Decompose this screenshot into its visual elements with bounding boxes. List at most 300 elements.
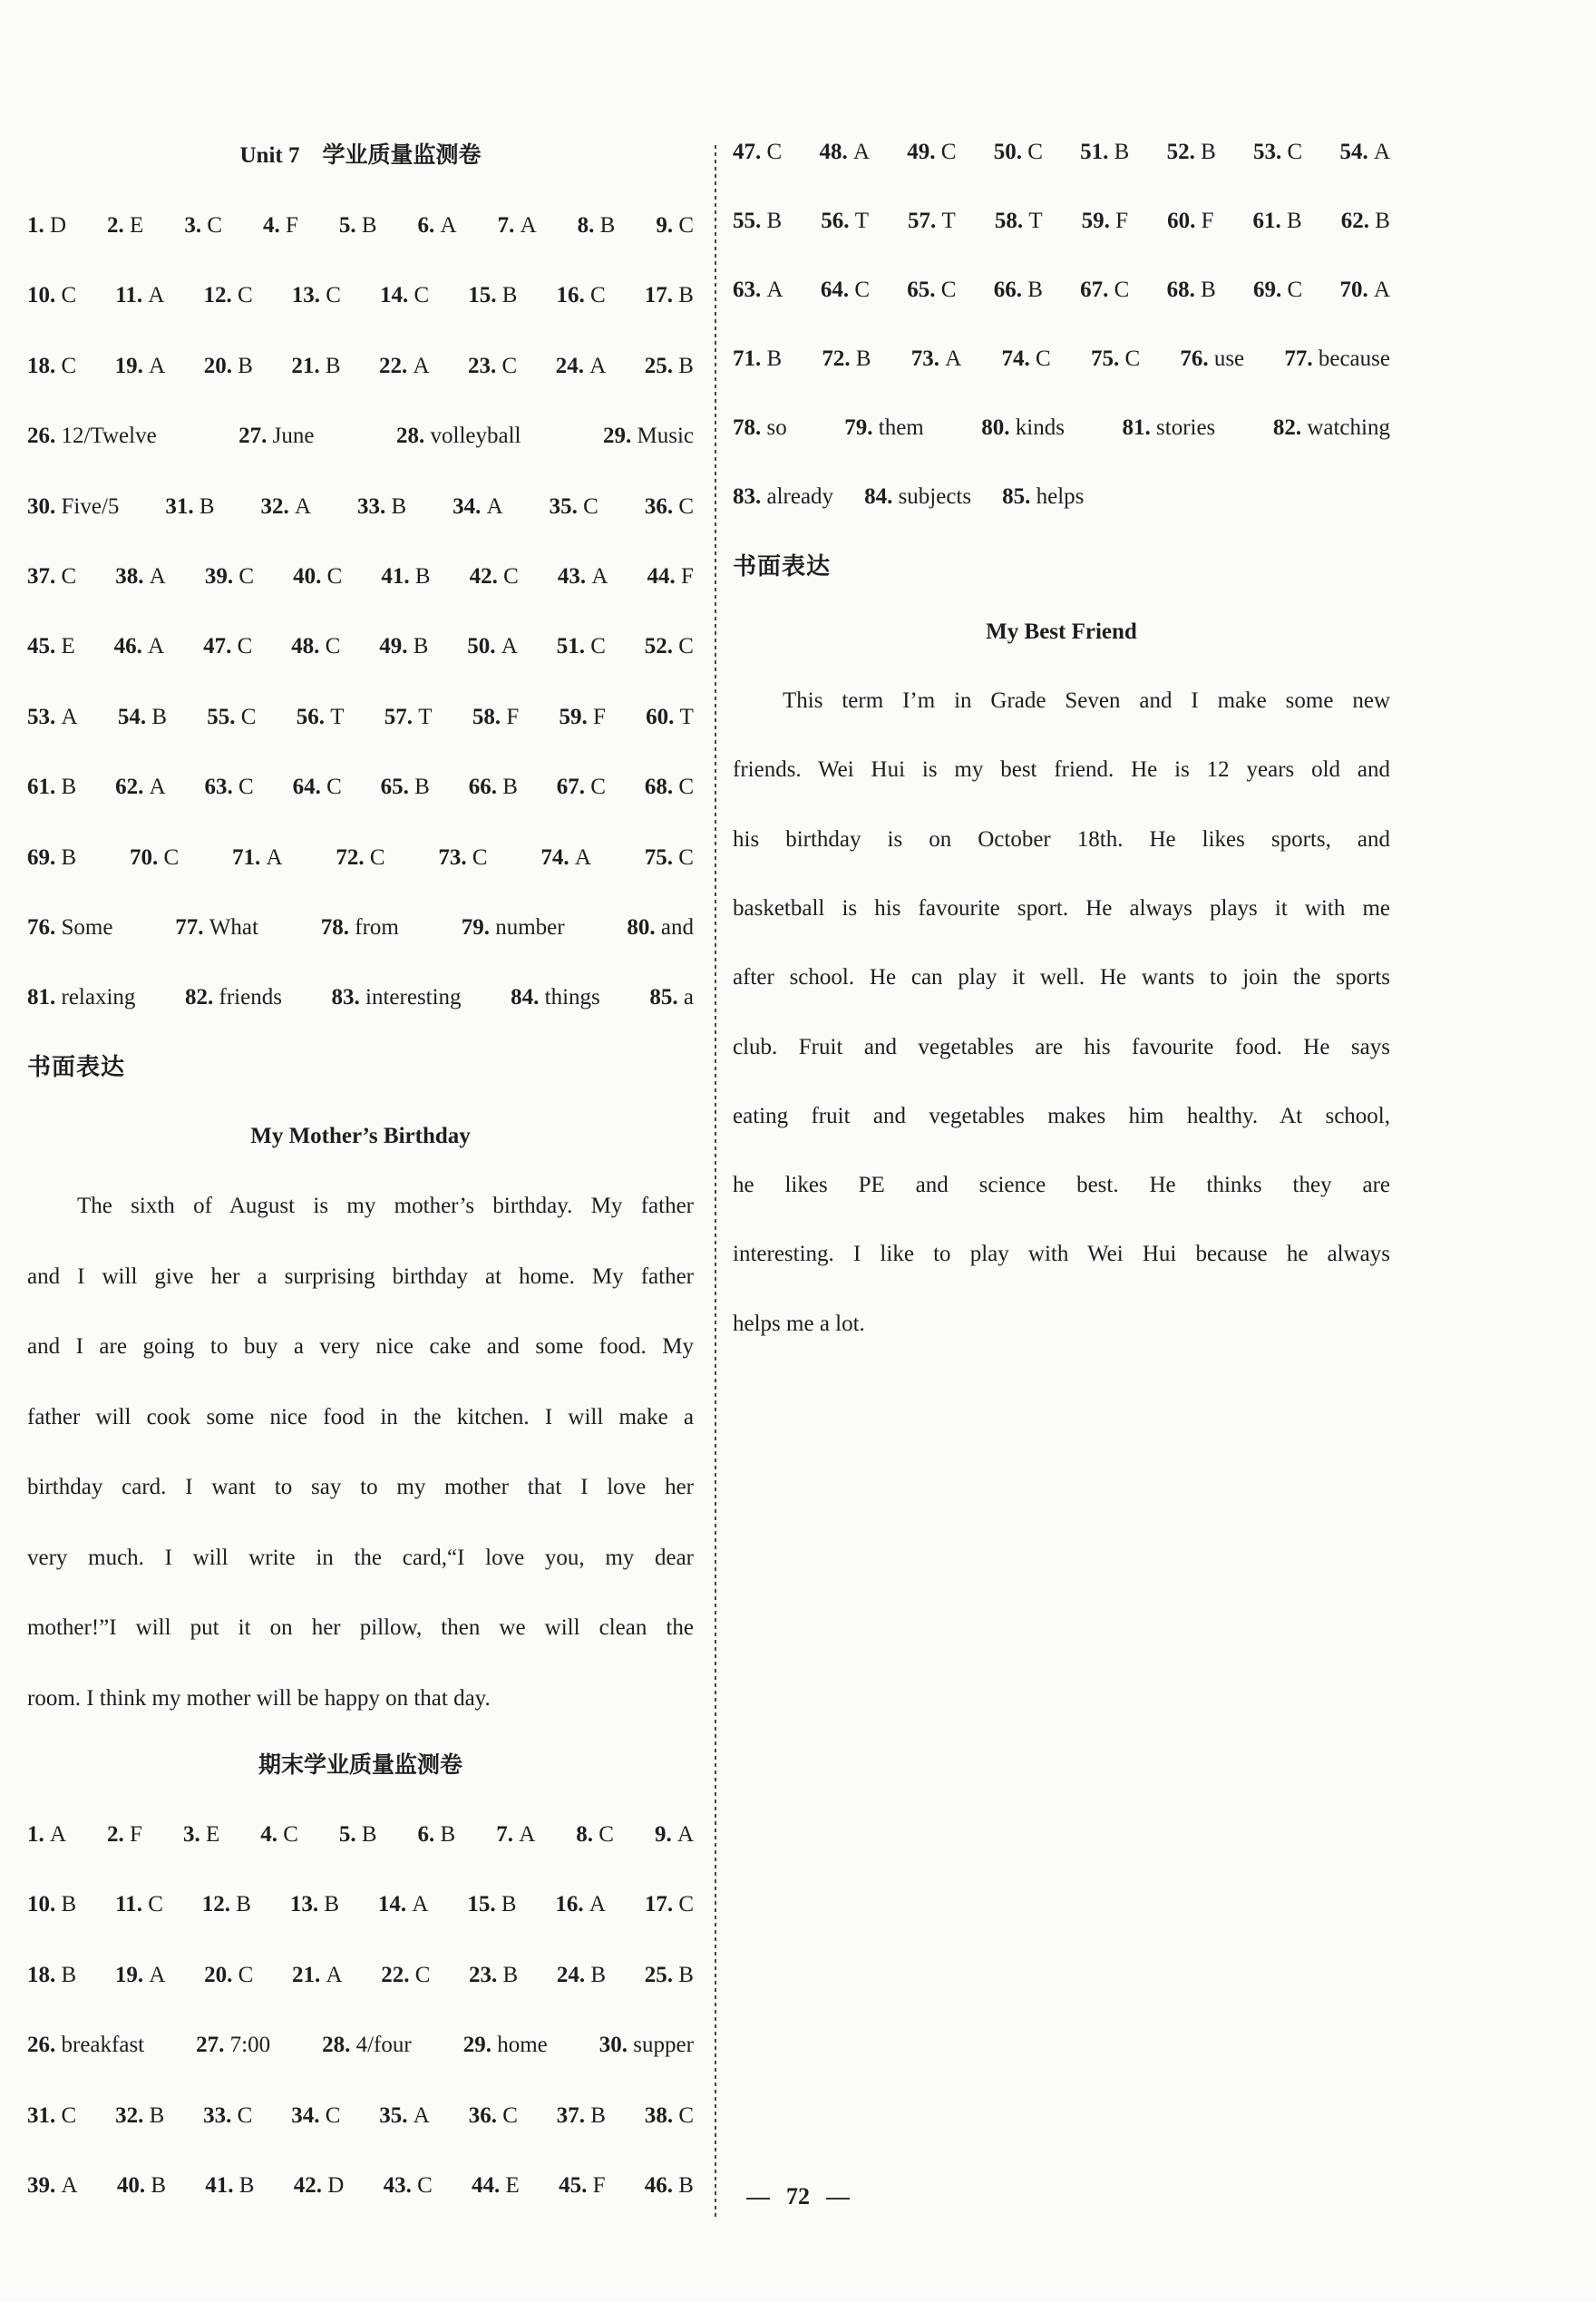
question-number: 21 . xyxy=(291,354,326,378)
question-number: 30 . xyxy=(599,2033,634,2057)
question-number: 67 . xyxy=(1080,278,1114,302)
question-number: 13 . xyxy=(292,283,326,307)
question-number: 61 . xyxy=(27,775,62,799)
answer-item xyxy=(468,351,517,382)
answer-item xyxy=(292,1960,343,1991)
question-number: 62 . xyxy=(1341,209,1376,233)
question-number: 44 . xyxy=(647,564,682,589)
answer-item xyxy=(114,631,165,662)
essay-line: basketball is his favourite sport. He always plays it with me xyxy=(733,895,1390,921)
answer-text: supper xyxy=(633,2033,694,2058)
writing-heading-left: 书面表达 xyxy=(27,1054,126,1080)
answer-text: A xyxy=(149,1962,166,1987)
answer-text: A xyxy=(61,704,78,729)
question-number: 79 . xyxy=(462,915,496,940)
question-number: 59 . xyxy=(560,705,594,729)
question-number: 38 . xyxy=(645,2103,679,2128)
answer-text: B xyxy=(590,1962,607,1987)
answer-item xyxy=(645,631,694,662)
answer-item xyxy=(290,1889,339,1920)
answer-item xyxy=(540,843,591,873)
question-number: 11 . xyxy=(115,283,148,307)
answer-text: What xyxy=(209,915,258,940)
essay-line: interesting. I like to play with Wei Hui because he always xyxy=(733,1242,1390,1267)
answer-item xyxy=(560,702,606,733)
answer-text: A xyxy=(440,213,457,238)
answer-text: home xyxy=(497,2033,548,2058)
answer-item xyxy=(204,1960,253,1991)
answer-text: B xyxy=(590,2102,606,2128)
question-number: 45 . xyxy=(559,2173,593,2198)
answer-text: C xyxy=(326,283,341,308)
question-number: 70 . xyxy=(1339,278,1374,302)
answer-text: B xyxy=(440,1822,456,1847)
answer-item xyxy=(207,702,256,733)
answer-row xyxy=(27,492,694,522)
question-number: 81 . xyxy=(1123,415,1157,440)
answer-item xyxy=(1180,344,1244,375)
question-number: 35 . xyxy=(550,494,584,519)
answer-item xyxy=(994,275,1043,306)
answer-text: C xyxy=(61,353,77,378)
question-number: 32 . xyxy=(261,494,296,519)
answer-text: C xyxy=(163,844,180,870)
question-number: 51 . xyxy=(557,634,591,658)
answer-item xyxy=(1167,275,1216,306)
answer-text: C xyxy=(61,283,77,308)
question-number: 54 . xyxy=(1339,140,1374,164)
answer-text: a xyxy=(683,985,694,1010)
answer-item xyxy=(202,1889,251,1920)
question-number: 84 . xyxy=(864,484,899,509)
answer-text: A xyxy=(519,1822,536,1847)
answer-text: Some xyxy=(61,915,113,940)
answer-item xyxy=(263,210,298,241)
question-number: 4 . xyxy=(263,213,286,238)
answer-text: A xyxy=(591,564,608,589)
question-number: 20 . xyxy=(204,1963,238,1987)
answer-text: A xyxy=(266,844,283,870)
question-number: 30 . xyxy=(27,494,62,519)
question-number: 9 . xyxy=(655,1822,677,1847)
question-number: 28 . xyxy=(396,424,431,448)
answer-text: A xyxy=(412,1892,429,1917)
question-number: 37 . xyxy=(557,2103,591,2128)
answer-item xyxy=(649,982,694,1013)
answer-item xyxy=(27,561,76,592)
answer-text: C xyxy=(326,775,342,800)
question-number: 34 . xyxy=(291,2103,326,2128)
answer-text: B xyxy=(599,213,616,238)
question-number: 12 . xyxy=(202,1892,237,1917)
question-number: 11 . xyxy=(115,1892,148,1917)
question-number: 57 . xyxy=(908,209,942,233)
answer-item xyxy=(27,982,135,1013)
answer-item xyxy=(557,631,606,662)
column-divider xyxy=(715,145,716,2218)
question-number: 64 . xyxy=(293,775,327,799)
question-number: 70 . xyxy=(130,845,164,870)
essay-line: birthday card. I want to say to my mother that I love her xyxy=(27,1475,694,1499)
answer-text: C xyxy=(148,1892,163,1917)
answer-text: B xyxy=(678,353,694,378)
answer-item xyxy=(332,982,462,1013)
question-number: 46 . xyxy=(114,634,149,658)
answer-item xyxy=(184,210,222,241)
answer-item xyxy=(599,2030,694,2061)
question-number: 18 . xyxy=(27,1963,62,1987)
answer-text: B xyxy=(61,844,77,870)
question-number: 78 . xyxy=(733,415,767,440)
question-number: 69 . xyxy=(1253,278,1288,302)
answer-text: E xyxy=(130,213,144,238)
answer-text: B xyxy=(1027,278,1043,302)
answer-item xyxy=(27,280,76,311)
question-number: 5 . xyxy=(339,213,362,238)
answer-item xyxy=(1339,137,1390,168)
answer-item xyxy=(322,2030,412,2061)
answer-text: F xyxy=(593,704,606,729)
answer-text: C xyxy=(325,2102,341,2128)
question-number: 9 . xyxy=(656,213,678,238)
question-number: 76 . xyxy=(27,915,62,940)
essay-line: very much. I will write in the card,“I love you, my dear xyxy=(27,1545,694,1570)
question-number: 83 . xyxy=(332,985,366,1010)
answer-item xyxy=(557,772,606,803)
question-number: 23 . xyxy=(469,1963,503,1987)
answer-text: subjects xyxy=(898,484,972,509)
question-number: 3 . xyxy=(183,1822,206,1847)
question-number: 44 . xyxy=(472,2173,506,2198)
answer-text: already xyxy=(766,484,834,509)
answer-row xyxy=(733,206,1390,237)
answer-item xyxy=(115,772,166,803)
answer-item xyxy=(293,561,342,592)
answer-text: A xyxy=(61,2173,78,2198)
question-number: 39 . xyxy=(205,564,239,589)
answer-text: F xyxy=(681,564,694,589)
answer-text: A xyxy=(1373,140,1390,164)
answer-item xyxy=(205,561,254,592)
answer-text: helps xyxy=(1036,484,1085,509)
answer-text: A xyxy=(852,140,870,164)
answer-item xyxy=(511,982,600,1013)
question-number: 14 . xyxy=(380,283,414,307)
question-number: 15 . xyxy=(468,283,502,307)
question-number: 36 . xyxy=(645,494,679,519)
answer-row xyxy=(733,137,1390,168)
answer-text: A xyxy=(413,2102,430,2128)
answer-text: C xyxy=(501,353,518,378)
question-number: 17 . xyxy=(645,1892,679,1917)
answer-text: E xyxy=(205,1822,220,1847)
question-number: 27 . xyxy=(238,424,273,448)
answer-item xyxy=(204,280,253,311)
answer-text: C xyxy=(590,775,606,800)
answer-item xyxy=(321,912,399,943)
answer-item xyxy=(645,2101,694,2131)
answer-item xyxy=(380,280,429,311)
question-number: 41 . xyxy=(205,2173,239,2198)
answer-item xyxy=(462,912,565,943)
answer-text: C xyxy=(238,775,254,800)
answer-text: A xyxy=(149,775,166,800)
answer-item xyxy=(205,772,254,803)
answer-item xyxy=(115,2101,164,2131)
question-number: 20 . xyxy=(204,354,238,378)
answer-item xyxy=(1341,206,1390,237)
question-number: 6 . xyxy=(418,213,441,238)
answer-text: Five/5 xyxy=(61,493,120,519)
answer-text: number xyxy=(495,915,565,940)
answer-item xyxy=(463,2030,548,2061)
answer-text: A xyxy=(589,353,607,378)
answer-text: A xyxy=(676,1822,694,1847)
answer-text: C xyxy=(1036,346,1051,371)
answer-text: B xyxy=(1287,209,1302,233)
question-number: 41 . xyxy=(381,564,415,589)
answer-text: C xyxy=(240,704,257,729)
essay-line: helps me a lot. xyxy=(733,1311,865,1336)
answer-text: C xyxy=(1027,140,1043,164)
essay-line: his birthday is on October 18th. He likes sports, and xyxy=(733,826,1390,852)
answer-text: C xyxy=(326,564,343,589)
answer-item xyxy=(1273,413,1390,444)
question-number: 31 . xyxy=(165,494,200,519)
answer-row xyxy=(27,2030,694,2061)
answer-item xyxy=(864,482,971,512)
answer-item xyxy=(557,1960,606,1991)
question-number: 61 . xyxy=(1253,209,1288,233)
answer-item xyxy=(981,413,1065,444)
answer-item xyxy=(130,843,179,873)
answer-text: B xyxy=(414,564,431,589)
question-number: 17 . xyxy=(645,283,679,307)
answer-item xyxy=(1080,275,1129,306)
question-number: 40 . xyxy=(293,564,327,589)
answer-item xyxy=(107,1819,142,1850)
answer-text: B xyxy=(502,1962,519,1987)
question-number: 4 . xyxy=(260,1822,283,1847)
answer-text: things xyxy=(544,985,600,1010)
answer-text: Music xyxy=(637,424,694,449)
answer-text: B xyxy=(1201,278,1216,302)
question-number: 52 . xyxy=(645,634,679,658)
essay-line: and I are going to buy a very nice cake and some food. My xyxy=(27,1334,694,1359)
question-number: 72 . xyxy=(822,346,856,371)
answer-item xyxy=(418,1819,456,1850)
answer-text: C xyxy=(678,493,694,519)
answer-item xyxy=(645,843,694,873)
question-number: 81 . xyxy=(27,985,62,1010)
answer-item xyxy=(381,1960,430,1991)
answer-text: C xyxy=(238,564,255,589)
question-number: 65 . xyxy=(381,775,415,799)
answer-row xyxy=(733,413,1390,444)
answer-row xyxy=(27,1819,694,1850)
answer-text: B xyxy=(324,1892,339,1917)
answer-text: C xyxy=(207,213,222,238)
answer-text: C xyxy=(678,634,694,659)
answer-row xyxy=(27,631,694,662)
answer-text: F xyxy=(506,704,520,729)
answer-text: A xyxy=(50,1822,67,1847)
answer-item xyxy=(733,137,782,168)
answer-item xyxy=(646,702,694,733)
answer-text: from xyxy=(355,915,399,940)
answer-text: C xyxy=(238,1962,254,1987)
question-number: 56 . xyxy=(821,209,855,233)
answer-text: B xyxy=(151,704,168,729)
question-number: 56 . xyxy=(297,705,331,729)
answer-text: C xyxy=(414,1962,431,1987)
question-number: 47 . xyxy=(203,634,238,658)
question-number: 73 . xyxy=(438,845,472,870)
question-number: 24 . xyxy=(557,1963,591,1987)
answer-text: B xyxy=(678,283,694,308)
answer-item xyxy=(733,413,787,444)
answer-text: A xyxy=(574,844,591,870)
page-footer xyxy=(0,2181,1596,2212)
answer-item xyxy=(339,1819,377,1850)
question-number: 75 . xyxy=(645,845,679,870)
answer-text: relaxing xyxy=(61,985,136,1010)
question-number: 24 . xyxy=(556,354,590,378)
question-number: 46 . xyxy=(645,2173,679,2198)
answer-text: A xyxy=(295,493,312,519)
answer-text: C xyxy=(61,2102,77,2128)
question-number: 16 . xyxy=(557,283,591,307)
answer-item xyxy=(379,351,430,382)
question-number: 58 . xyxy=(995,209,1029,233)
answer-item xyxy=(645,772,694,803)
answer-text: A xyxy=(945,346,962,371)
answer-item xyxy=(1002,344,1051,375)
question-number: 63 . xyxy=(205,775,239,799)
answer-text: B xyxy=(361,213,377,238)
question-number: 51 . xyxy=(1080,140,1114,164)
answer-item xyxy=(396,421,521,452)
essay-line: eating fruit and vegetables makes him healthy. At school, xyxy=(733,1103,1390,1128)
question-number: 62 . xyxy=(115,775,150,799)
answer-text: B xyxy=(391,493,407,519)
answer-item xyxy=(339,210,377,241)
answer-text: A xyxy=(149,564,166,589)
answer-text: them xyxy=(878,415,924,440)
question-number: 57 . xyxy=(384,705,419,729)
question-number: 68 . xyxy=(645,775,679,799)
answer-item xyxy=(291,631,340,662)
question-number: 1 . xyxy=(27,213,50,238)
question-number: 74 . xyxy=(1002,346,1036,371)
answer-item xyxy=(27,1819,66,1850)
answer-item xyxy=(911,344,962,375)
question-number: 22 . xyxy=(379,354,414,378)
question-number: 21 . xyxy=(292,1963,326,1987)
answer-item xyxy=(418,210,457,241)
answer-item xyxy=(291,351,340,382)
answer-text: T xyxy=(330,704,345,729)
question-number: 34 . xyxy=(453,494,487,519)
question-number: 71 . xyxy=(733,346,767,371)
final-exam-title: 期末学业质量监测卷 xyxy=(258,1753,462,1778)
answer-text: C xyxy=(940,278,957,302)
question-number: 77 . xyxy=(1284,346,1319,371)
question-number: 69 . xyxy=(27,845,62,870)
question-number: 2 . xyxy=(107,213,130,238)
answer-item xyxy=(469,1960,518,1991)
essay-line: club. Fruit and vegetables are his favourite food. He says xyxy=(733,1034,1390,1059)
question-number: 32 . xyxy=(115,2103,150,2128)
question-number: 13 . xyxy=(290,1892,325,1917)
answer-item xyxy=(819,137,870,168)
answer-item xyxy=(558,561,608,592)
question-number: 82 . xyxy=(185,985,219,1010)
question-number: 64 . xyxy=(821,278,855,302)
question-number: 1 . xyxy=(27,1822,50,1847)
answer-text: B xyxy=(501,283,518,308)
answer-text: B xyxy=(61,1962,77,1987)
question-number: 10 . xyxy=(27,1892,62,1917)
answer-text: interesting xyxy=(365,985,462,1010)
answer-item xyxy=(469,2101,518,2131)
question-number: 80 . xyxy=(981,415,1016,440)
question-number: 83 . xyxy=(733,484,767,509)
question-number: 5 . xyxy=(339,1822,362,1847)
answer-row xyxy=(27,843,694,873)
question-number: 25 . xyxy=(645,1963,679,1987)
question-number: 3 . xyxy=(184,213,207,238)
answer-item xyxy=(27,421,157,452)
unit7-title: Unit 7 学业质量监测卷 xyxy=(239,143,482,168)
question-number: 50 . xyxy=(467,634,501,658)
answer-text: 4/four xyxy=(355,2033,412,2058)
answer-text: C xyxy=(598,1822,614,1847)
answer-item xyxy=(1339,275,1390,306)
answer-item xyxy=(470,561,519,592)
answer-item xyxy=(293,772,342,803)
question-number: 66 . xyxy=(994,278,1028,302)
answer-row xyxy=(27,702,694,733)
question-number: 80 . xyxy=(627,915,661,940)
answer-text: C xyxy=(237,2102,253,2128)
footer-dash-left xyxy=(746,2198,770,2200)
answer-item xyxy=(603,421,694,452)
answer-item xyxy=(196,2030,270,2061)
answer-text: C xyxy=(417,2173,433,2198)
answer-row xyxy=(27,280,694,311)
question-number: 22 . xyxy=(381,1963,415,1987)
answer-item xyxy=(647,561,694,592)
answer-item xyxy=(203,631,252,662)
question-number: 65 . xyxy=(907,278,941,302)
answer-item xyxy=(656,210,694,241)
answer-text: June xyxy=(272,424,315,449)
page-number: 72 xyxy=(786,2183,810,2209)
answer-text: F xyxy=(130,1822,142,1847)
essay-line: The sixth of August is my mother’s birthday. My father xyxy=(77,1194,694,1218)
answer-item xyxy=(115,1889,163,1920)
answer-text: C xyxy=(369,844,385,870)
answer-text: E xyxy=(505,2173,520,2198)
answer-item xyxy=(645,492,694,522)
answer-text: kinds xyxy=(1015,415,1065,440)
question-number: 33 . xyxy=(203,2103,238,2128)
question-number: 28 . xyxy=(322,2033,356,2057)
answer-text: C xyxy=(61,564,77,589)
answer-text: C xyxy=(414,283,430,308)
answer-text: F xyxy=(592,2173,606,2198)
